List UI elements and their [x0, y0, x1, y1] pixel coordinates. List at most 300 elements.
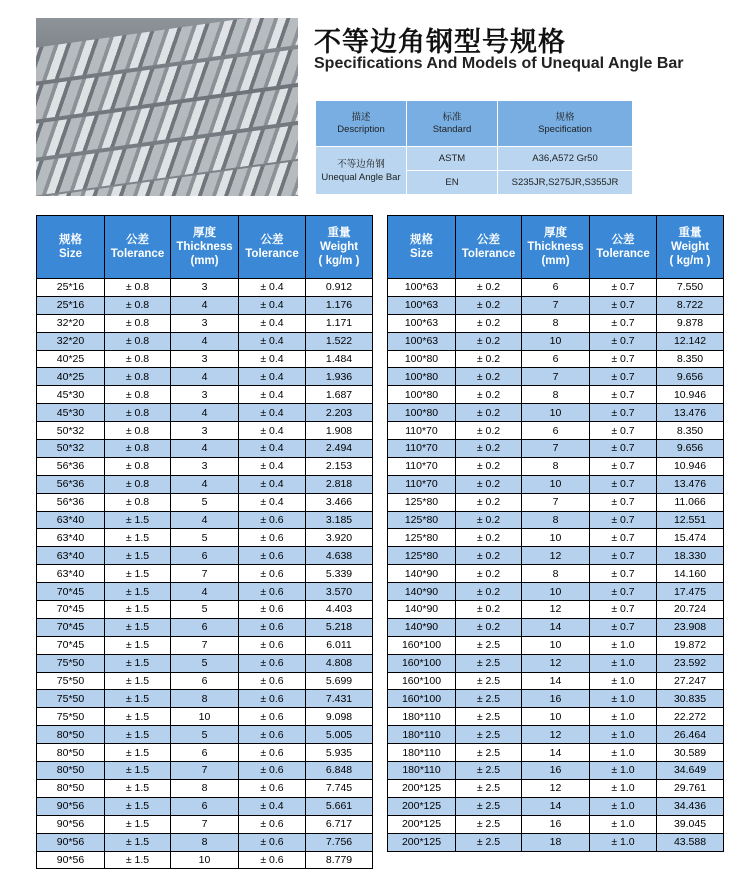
cell-thickness-tolerance: ± 0.7	[590, 565, 657, 583]
cell-thickness-tolerance: ± 0.6	[239, 654, 306, 672]
cell-thickness: 3	[171, 350, 239, 368]
cell-size: 56*36	[37, 457, 105, 475]
cell-tolerance: ± 0.2	[456, 404, 522, 422]
cell-size: 160*100	[388, 654, 456, 672]
cell-thickness: 5	[171, 726, 239, 744]
cell-thickness: 3	[171, 457, 239, 475]
cell-weight: 1.936	[306, 368, 373, 386]
table-row	[388, 314, 724, 332]
cell-thickness: 3	[171, 422, 239, 440]
cell-size: 90*56	[37, 833, 105, 851]
cell-tolerance: ± 1.5	[105, 511, 171, 529]
table-row	[37, 762, 373, 780]
table-row	[37, 690, 373, 708]
table-row	[37, 779, 373, 797]
table-row	[388, 708, 724, 726]
cell-thickness: 6	[522, 350, 590, 368]
cell-thickness: 8	[522, 457, 590, 475]
table-row	[388, 779, 724, 797]
cell-size: 56*36	[37, 475, 105, 493]
cell-weight: 4.403	[306, 601, 373, 619]
cell-thickness: 10	[522, 404, 590, 422]
cell-weight: 3.185	[306, 511, 373, 529]
cell-weight: 27.247	[657, 672, 724, 690]
cell-weight: 39.045	[657, 815, 724, 833]
cell-thickness-tolerance: ± 0.4	[239, 332, 306, 350]
cell-size: 63*40	[37, 565, 105, 583]
cell-size: 75*50	[37, 654, 105, 672]
angle-bar-photo	[36, 18, 298, 196]
cell-size: 180*110	[388, 762, 456, 780]
header-thickness-tolerance: 公差 Tolerance	[239, 216, 306, 279]
table-row	[388, 457, 724, 475]
cell-weight: 43.588	[657, 833, 724, 851]
cell-tolerance: ± 2.5	[456, 672, 522, 690]
header-size: 规格 Size	[388, 216, 456, 279]
table-row	[37, 440, 373, 458]
cell-thickness: 4	[171, 368, 239, 386]
cell-weight: 3.570	[306, 583, 373, 601]
cell-thickness: 8	[522, 511, 590, 529]
cell-thickness: 10	[522, 708, 590, 726]
cell-weight: 23.592	[657, 654, 724, 672]
cell-size: 40*25	[37, 350, 105, 368]
cell-size: 160*100	[388, 690, 456, 708]
table-row	[388, 833, 724, 851]
cell-size: 70*45	[37, 618, 105, 636]
header-tolerance: 公差 Tolerance	[105, 216, 171, 279]
cell-thickness-tolerance: ± 0.6	[239, 672, 306, 690]
cell-weight: 8.722	[657, 296, 724, 314]
cell-tolerance: ± 1.5	[105, 797, 171, 815]
cell-tolerance: ± 1.5	[105, 547, 171, 565]
cell-size: 45*30	[37, 386, 105, 404]
table-row	[37, 744, 373, 762]
cell-thickness-tolerance: ± 1.0	[590, 833, 657, 851]
cell-weight: 1.484	[306, 350, 373, 368]
cell-thickness-tolerance: ± 0.6	[239, 762, 306, 780]
cell-size: 180*110	[388, 744, 456, 762]
cell-thickness-tolerance: ± 0.7	[590, 368, 657, 386]
table-row	[388, 815, 724, 833]
cell-thickness-tolerance: ± 0.7	[590, 547, 657, 565]
cell-thickness-tolerance: ± 0.4	[239, 386, 306, 404]
cell-tolerance: ± 1.5	[105, 708, 171, 726]
cell-size: 32*20	[37, 314, 105, 332]
cell-tolerance: ± 0.8	[105, 368, 171, 386]
table-row	[37, 422, 373, 440]
cell-tolerance: ± 2.5	[456, 815, 522, 833]
table-row	[37, 833, 373, 851]
cell-tolerance: ± 0.2	[456, 332, 522, 350]
cell-tolerance: ± 2.5	[456, 708, 522, 726]
cell-weight: 10.946	[657, 457, 724, 475]
table-row	[37, 332, 373, 350]
cell-thickness: 5	[171, 601, 239, 619]
header-thickness: 厚度 Thickness (mm)	[171, 216, 239, 279]
table-row	[37, 529, 373, 547]
cell-weight: 15.474	[657, 529, 724, 547]
cell-weight: 1.522	[306, 332, 373, 350]
table-row	[37, 404, 373, 422]
cell-thickness-tolerance: ± 0.6	[239, 618, 306, 636]
cell-thickness: 7	[522, 368, 590, 386]
cell-thickness: 6	[171, 744, 239, 762]
cell-tolerance: ± 0.8	[105, 386, 171, 404]
cell-tolerance: ± 1.5	[105, 601, 171, 619]
cell-thickness-tolerance: ± 0.6	[239, 529, 306, 547]
cell-tolerance: ± 2.5	[456, 797, 522, 815]
cell-weight: 29.761	[657, 779, 724, 797]
cell-thickness-tolerance: ± 0.4	[239, 493, 306, 511]
cell-thickness: 8	[522, 386, 590, 404]
cell-weight: 2.494	[306, 440, 373, 458]
table-row	[388, 404, 724, 422]
cell-weight: 9.656	[657, 440, 724, 458]
cell-size: 200*125	[388, 779, 456, 797]
cell-thickness: 7	[171, 815, 239, 833]
cell-tolerance: ± 0.8	[105, 457, 171, 475]
cell-thickness: 4	[171, 296, 239, 314]
cell-thickness: 6	[522, 422, 590, 440]
cell-size: 63*40	[37, 529, 105, 547]
cell-size: 100*80	[388, 404, 456, 422]
cell-tolerance: ± 0.2	[456, 422, 522, 440]
cell-tolerance: ± 0.2	[456, 440, 522, 458]
cell-size: 80*50	[37, 779, 105, 797]
cell-weight: 7.431	[306, 690, 373, 708]
cell-weight: 0.912	[306, 279, 373, 297]
header-weight: 重量 Weight ( kg/m )	[657, 216, 724, 279]
cell-weight: 6.011	[306, 636, 373, 654]
cell-tolerance: ± 1.5	[105, 833, 171, 851]
cell-size: 125*80	[388, 511, 456, 529]
cell-tolerance: ± 0.2	[456, 368, 522, 386]
cell-thickness: 6	[522, 279, 590, 297]
cell-weight: 1.171	[306, 314, 373, 332]
cell-thickness-tolerance: ± 0.6	[239, 726, 306, 744]
cell-size: 180*110	[388, 708, 456, 726]
cell-weight: 26.464	[657, 726, 724, 744]
cell-tolerance: ± 2.5	[456, 726, 522, 744]
table-row	[388, 279, 724, 297]
cell-tolerance: ± 1.5	[105, 672, 171, 690]
cell-weight: 5.339	[306, 565, 373, 583]
spec-header-description: 描述 Description	[316, 101, 407, 147]
spec-description: 不等边角钢 Unequal Angle Bar	[316, 147, 407, 195]
cell-tolerance: ± 1.5	[105, 815, 171, 833]
header-weight: 重量 Weight ( kg/m )	[306, 216, 373, 279]
cell-size: 25*16	[37, 279, 105, 297]
cell-size: 140*90	[388, 618, 456, 636]
cell-thickness-tolerance: ± 0.6	[239, 851, 306, 869]
table-row	[37, 279, 373, 297]
cell-size: 32*20	[37, 332, 105, 350]
cell-tolerance: ± 0.8	[105, 404, 171, 422]
cell-thickness-tolerance: ± 0.7	[590, 404, 657, 422]
cell-weight: 4.638	[306, 547, 373, 565]
cell-thickness: 7	[522, 493, 590, 511]
cell-size: 50*32	[37, 440, 105, 458]
cell-tolerance: ± 0.2	[456, 601, 522, 619]
table-row	[388, 762, 724, 780]
cell-size: 125*80	[388, 529, 456, 547]
cell-thickness-tolerance: ± 1.0	[590, 654, 657, 672]
cell-thickness-tolerance: ± 0.4	[239, 279, 306, 297]
cell-size: 160*100	[388, 636, 456, 654]
cell-tolerance: ± 0.2	[456, 386, 522, 404]
spec-standard-en: EN	[407, 171, 498, 195]
cell-tolerance: ± 2.5	[456, 833, 522, 851]
cell-size: 200*125	[388, 833, 456, 851]
page-title-en: Specifications And Models of Unequal Angle Bar	[314, 55, 684, 72]
cell-size: 100*80	[388, 350, 456, 368]
cell-weight: 2.818	[306, 475, 373, 493]
cell-thickness-tolerance: ± 0.6	[239, 779, 306, 797]
table-row	[388, 475, 724, 493]
cell-tolerance: ± 1.5	[105, 690, 171, 708]
cell-tolerance: ± 0.2	[456, 457, 522, 475]
cell-weight: 8.779	[306, 851, 373, 869]
cell-thickness: 8	[171, 779, 239, 797]
cell-thickness: 16	[522, 690, 590, 708]
cell-thickness-tolerance: ± 0.4	[239, 440, 306, 458]
cell-size: 100*80	[388, 386, 456, 404]
cell-thickness: 7	[522, 296, 590, 314]
cell-weight: 22.272	[657, 708, 724, 726]
cell-size: 100*63	[388, 296, 456, 314]
cell-thickness-tolerance: ± 0.4	[239, 475, 306, 493]
cell-thickness-tolerance: ± 1.0	[590, 672, 657, 690]
cell-thickness-tolerance: ± 0.6	[239, 601, 306, 619]
cell-size: 110*70	[388, 440, 456, 458]
cell-size: 63*40	[37, 511, 105, 529]
cell-thickness-tolerance: ± 0.7	[590, 332, 657, 350]
cell-thickness-tolerance: ± 0.7	[590, 440, 657, 458]
cell-tolerance: ± 2.5	[456, 654, 522, 672]
cell-thickness-tolerance: ± 1.0	[590, 708, 657, 726]
cell-size: 90*56	[37, 851, 105, 869]
cell-tolerance: ± 0.2	[456, 475, 522, 493]
table-row	[37, 654, 373, 672]
cell-thickness: 8	[171, 690, 239, 708]
cell-thickness-tolerance: ± 0.7	[590, 618, 657, 636]
cell-tolerance: ± 0.8	[105, 493, 171, 511]
cell-size: 200*125	[388, 797, 456, 815]
cell-thickness-tolerance: ± 0.4	[239, 457, 306, 475]
table-row	[37, 601, 373, 619]
table-row	[37, 797, 373, 815]
table-row	[388, 654, 724, 672]
cell-thickness: 6	[171, 797, 239, 815]
cell-thickness: 14	[522, 797, 590, 815]
cell-thickness: 6	[171, 547, 239, 565]
cell-thickness-tolerance: ± 0.6	[239, 511, 306, 529]
cell-weight: 1.687	[306, 386, 373, 404]
cell-weight: 9.656	[657, 368, 724, 386]
table-row	[37, 851, 373, 869]
table-row	[388, 690, 724, 708]
cell-thickness: 3	[171, 279, 239, 297]
cell-weight: 30.589	[657, 744, 724, 762]
cell-thickness-tolerance: ± 0.7	[590, 583, 657, 601]
cell-thickness: 12	[522, 726, 590, 744]
cell-weight: 7.550	[657, 279, 724, 297]
table-row	[388, 636, 724, 654]
cell-thickness-tolerance: ± 0.6	[239, 690, 306, 708]
table-row	[388, 296, 724, 314]
table-row	[388, 332, 724, 350]
table-row	[388, 672, 724, 690]
cell-weight: 11.066	[657, 493, 724, 511]
table-row	[388, 368, 724, 386]
cell-size: 80*50	[37, 726, 105, 744]
cell-tolerance: ± 0.2	[456, 511, 522, 529]
cell-thickness: 10	[171, 708, 239, 726]
cell-size: 70*45	[37, 601, 105, 619]
table-row	[37, 386, 373, 404]
cell-thickness-tolerance: ± 0.6	[239, 636, 306, 654]
cell-tolerance: ± 0.8	[105, 314, 171, 332]
table-row	[388, 601, 724, 619]
cell-weight: 17.475	[657, 583, 724, 601]
cell-thickness: 8	[522, 314, 590, 332]
cell-size: 100*63	[388, 314, 456, 332]
cell-size: 80*50	[37, 744, 105, 762]
table-row	[37, 815, 373, 833]
cell-tolerance: ± 1.5	[105, 618, 171, 636]
cell-size: 110*70	[388, 422, 456, 440]
spec-grade-astm: A36,A572 Gr50	[498, 147, 633, 171]
cell-size: 40*25	[37, 368, 105, 386]
table-row	[388, 440, 724, 458]
cell-weight: 20.724	[657, 601, 724, 619]
cell-thickness-tolerance: ± 0.6	[239, 583, 306, 601]
cell-weight: 23.908	[657, 618, 724, 636]
table-row	[388, 529, 724, 547]
page-title-cn: 不等边角钢型号规格	[314, 27, 566, 57]
cell-thickness-tolerance: ± 0.7	[590, 386, 657, 404]
cell-tolerance: ± 1.5	[105, 744, 171, 762]
cell-tolerance: ± 0.8	[105, 296, 171, 314]
table-row	[388, 493, 724, 511]
cell-thickness-tolerance: ± 1.0	[590, 726, 657, 744]
cell-size: 140*90	[388, 565, 456, 583]
size-table-right	[387, 215, 724, 852]
cell-tolerance: ± 0.2	[456, 618, 522, 636]
cell-thickness: 12	[522, 547, 590, 565]
spec-header-specification: 规格 Specification	[498, 101, 633, 147]
cell-thickness-tolerance: ± 0.6	[239, 815, 306, 833]
cell-tolerance: ± 0.2	[456, 547, 522, 565]
cell-thickness: 8	[171, 833, 239, 851]
cell-tolerance: ± 1.5	[105, 762, 171, 780]
cell-weight: 2.153	[306, 457, 373, 475]
cell-tolerance: ± 1.5	[105, 565, 171, 583]
cell-tolerance: ± 1.5	[105, 529, 171, 547]
cell-weight: 8.350	[657, 350, 724, 368]
cell-thickness-tolerance: ± 0.4	[239, 368, 306, 386]
cell-size: 140*90	[388, 601, 456, 619]
cell-tolerance: ± 0.8	[105, 475, 171, 493]
size-table-left	[36, 215, 373, 869]
table-row	[37, 618, 373, 636]
cell-weight: 2.203	[306, 404, 373, 422]
cell-size: 100*63	[388, 279, 456, 297]
cell-thickness-tolerance: ± 0.4	[239, 404, 306, 422]
cell-weight: 3.920	[306, 529, 373, 547]
cell-thickness-tolerance: ± 0.4	[239, 422, 306, 440]
cell-weight: 5.699	[306, 672, 373, 690]
table-row	[388, 422, 724, 440]
cell-thickness-tolerance: ± 0.7	[590, 475, 657, 493]
cell-thickness: 10	[522, 475, 590, 493]
cell-weight: 13.476	[657, 404, 724, 422]
cell-weight: 12.142	[657, 332, 724, 350]
cell-tolerance: ± 0.8	[105, 440, 171, 458]
cell-tolerance: ± 1.5	[105, 654, 171, 672]
cell-thickness-tolerance: ± 0.4	[239, 797, 306, 815]
cell-size: 63*40	[37, 547, 105, 565]
cell-tolerance: ± 0.8	[105, 332, 171, 350]
cell-size: 200*125	[388, 815, 456, 833]
table-row	[388, 618, 724, 636]
cell-tolerance: ± 0.8	[105, 422, 171, 440]
cell-thickness: 16	[522, 815, 590, 833]
cell-thickness-tolerance: ± 1.0	[590, 797, 657, 815]
table-row	[388, 565, 724, 583]
cell-thickness: 7	[171, 762, 239, 780]
table-row	[388, 797, 724, 815]
cell-weight: 5.935	[306, 744, 373, 762]
table-row	[37, 583, 373, 601]
cell-size: 110*70	[388, 475, 456, 493]
header-thickness: 厚度 Thickness (mm)	[522, 216, 590, 279]
cell-thickness-tolerance: ± 0.6	[239, 565, 306, 583]
cell-weight: 34.649	[657, 762, 724, 780]
cell-thickness-tolerance: ± 0.4	[239, 296, 306, 314]
table-row	[37, 475, 373, 493]
cell-size: 180*110	[388, 726, 456, 744]
table-row	[37, 350, 373, 368]
table-row	[37, 368, 373, 386]
cell-thickness: 18	[522, 833, 590, 851]
cell-weight: 6.848	[306, 762, 373, 780]
cell-size: 90*56	[37, 797, 105, 815]
cell-thickness: 12	[522, 779, 590, 797]
table-row	[388, 547, 724, 565]
cell-size: 110*70	[388, 457, 456, 475]
cell-thickness-tolerance: ± 0.7	[590, 457, 657, 475]
cell-thickness-tolerance: ± 0.7	[590, 493, 657, 511]
cell-tolerance: ± 1.5	[105, 779, 171, 797]
cell-size: 56*36	[37, 493, 105, 511]
cell-size: 75*50	[37, 690, 105, 708]
table-row	[388, 511, 724, 529]
cell-thickness-tolerance: ± 1.0	[590, 690, 657, 708]
table-row	[388, 744, 724, 762]
table-row	[37, 672, 373, 690]
cell-thickness: 3	[171, 386, 239, 404]
cell-size: 125*80	[388, 547, 456, 565]
cell-thickness-tolerance: ± 0.7	[590, 511, 657, 529]
cell-thickness: 16	[522, 762, 590, 780]
cell-weight: 9.098	[306, 708, 373, 726]
cell-thickness: 14	[522, 618, 590, 636]
table-row	[37, 565, 373, 583]
cell-thickness: 4	[171, 440, 239, 458]
cell-size: 100*63	[388, 332, 456, 350]
